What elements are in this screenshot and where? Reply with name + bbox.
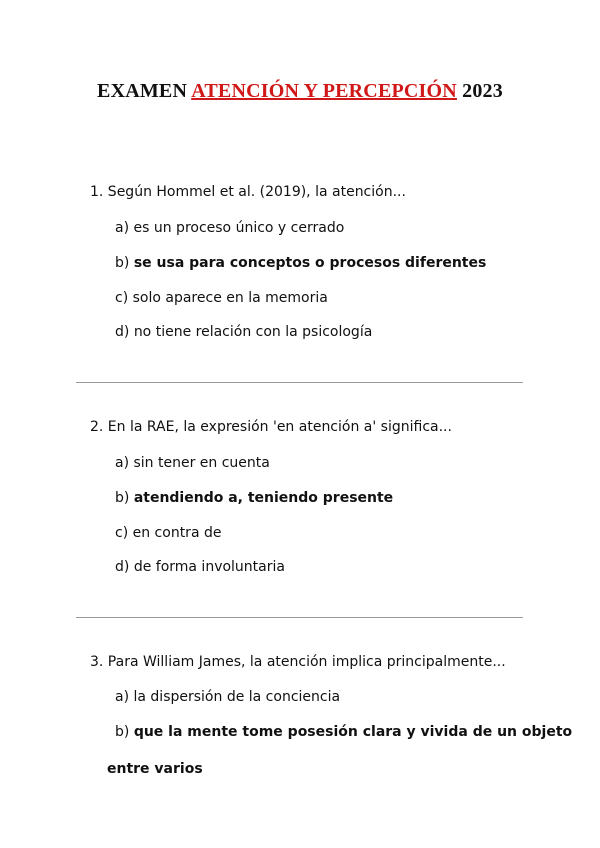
option-text: de forma involuntaria (133, 559, 285, 575)
option-text: la dispersión de la conciencia (133, 689, 341, 705)
question-1: 1. Según Hommel et al. (2019), la atención... (90, 184, 406, 200)
question-2-option-d (115, 558, 285, 576)
title-prefix: EXAMEN (97, 80, 188, 102)
option-letter: d) (115, 324, 130, 340)
option-text: en contra de (132, 525, 222, 541)
section-divider (76, 382, 523, 383)
question-2: 2. En la RAE, la expresión 'en atención a' significa... (90, 419, 452, 435)
option-text: solo aparece en la memoria (132, 290, 328, 306)
option-letter: c) (115, 290, 129, 306)
title-year: 2023 (462, 80, 503, 102)
question-1-option-c (115, 289, 328, 307)
question-3-option-b-continuation: entre varios (107, 761, 203, 777)
option-letter: b) (115, 255, 130, 271)
option-text-correct: que la mente tome posesión clara y vivida de un objeto (133, 724, 573, 740)
exam-title (0, 80, 600, 103)
question-3: 3. Para William James, la atención implica principalmente... (90, 654, 506, 670)
question-2-option-c (115, 524, 221, 542)
question-3-option-b (115, 723, 572, 741)
option-letter: b) (115, 724, 130, 740)
option-text-correct: se usa para conceptos o procesos diferentes (133, 255, 487, 271)
option-letter: a) (115, 220, 130, 236)
question-2-option-a (115, 454, 270, 472)
option-text: sin tener en cuenta (133, 455, 270, 471)
option-text-correct: atendiendo a, teniendo presente (133, 490, 394, 506)
option-letter: d) (115, 559, 130, 575)
question-2-option-b (115, 489, 393, 507)
option-letter: a) (115, 689, 130, 705)
question-3-option-a (115, 688, 340, 706)
question-1-option-b (115, 254, 486, 272)
section-divider (76, 617, 523, 618)
title-accent: ATENCIÓN Y PERCEPCIÓN (191, 80, 457, 102)
option-text: no tiene relación con la psicología (133, 324, 373, 340)
question-1-option-d (115, 323, 372, 341)
option-letter: c) (115, 525, 129, 541)
option-letter: a) (115, 455, 130, 471)
question-1-option-a (115, 219, 344, 237)
option-letter: b) (115, 490, 130, 506)
option-text: es un proceso único y cerrado (133, 220, 345, 236)
